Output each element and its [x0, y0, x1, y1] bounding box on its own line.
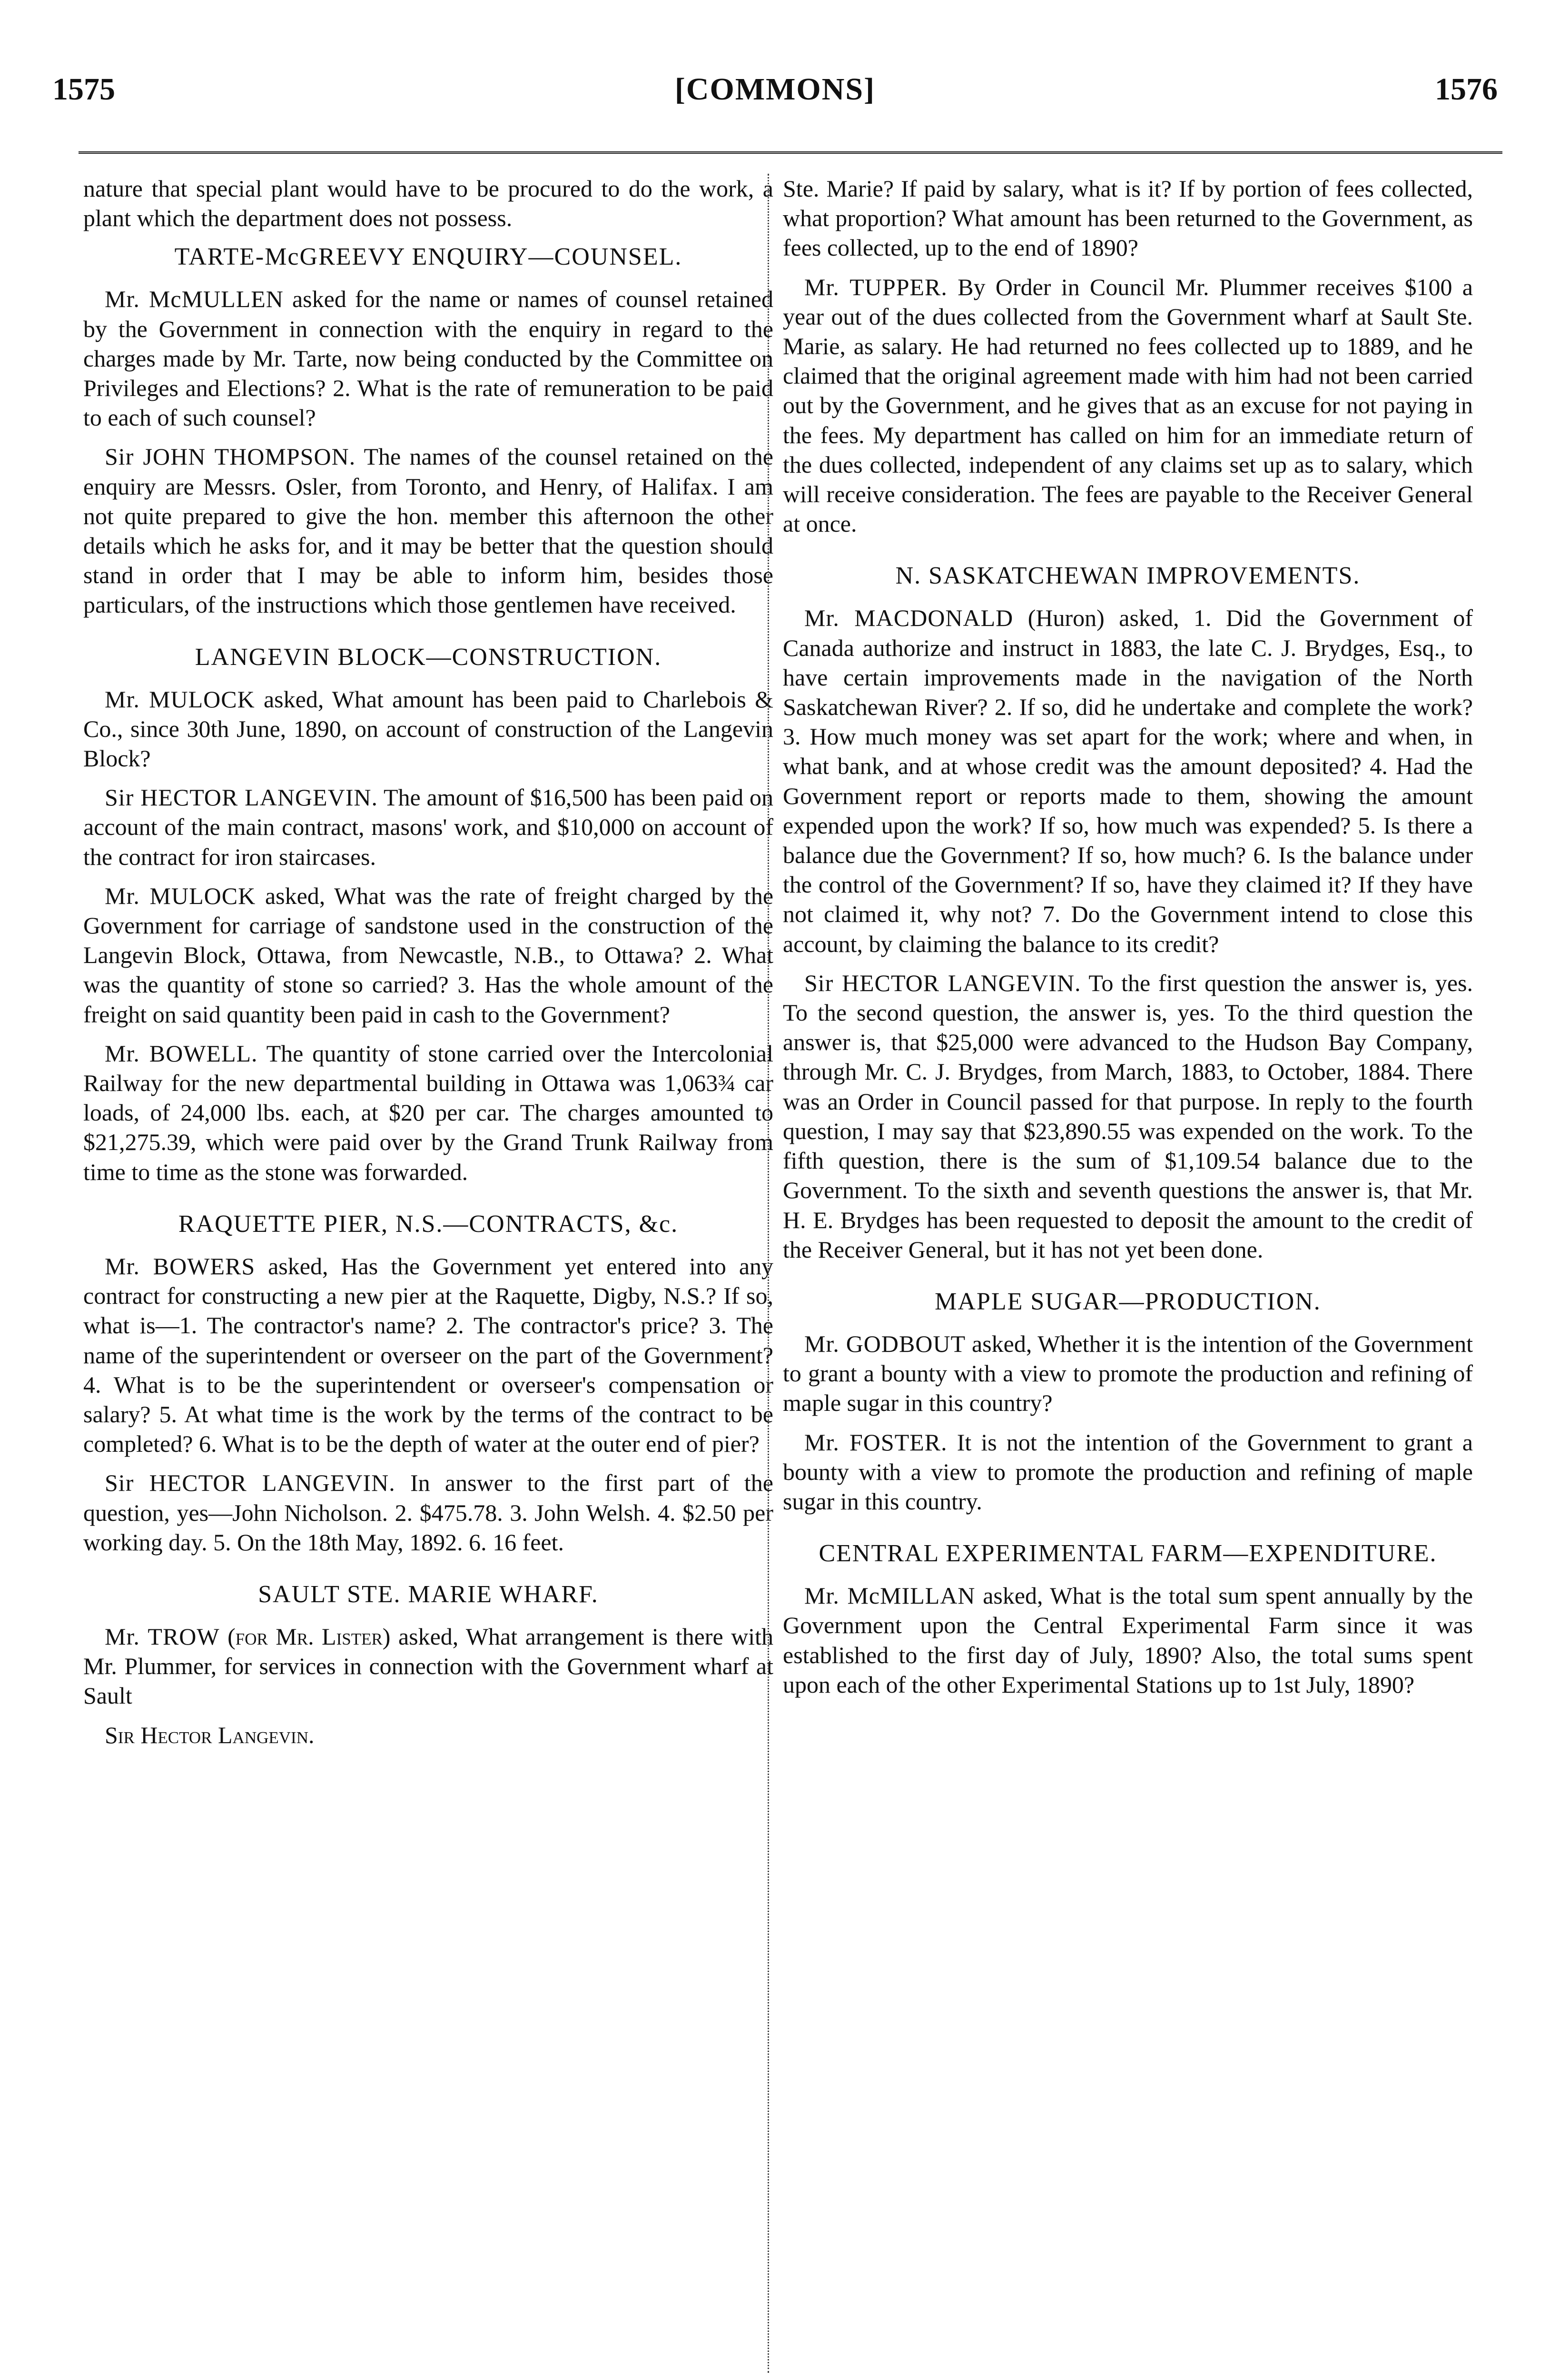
speech-text: In answer to the first part of the question, yes—John Nicholson. 2. $475.78. 3. John Welsh. 4. $2.50 per working day. 5. On the 18th May, 1892. 6. 16 feet. — [83, 1469, 773, 1556]
speech-text: asked, What arrangement is there with Mr. Plummer, for services in connection with the Government wharf at Sault — [83, 1623, 773, 1709]
speech-text: asked, What amount has been paid to Charlebois & Co., since 30th June, 1890, on account of construction of the Langevin Block? — [83, 685, 773, 772]
section-heading-saskatchewan: N. SASKATCHEWAN IMPROVEMENTS. — [895, 562, 1361, 590]
answer-paragraph — [783, 1428, 1473, 1517]
member-name: (for Mr. Lister) — [227, 1623, 391, 1650]
speaker-name: Sir HECTOR LANGEVIN. — [804, 969, 1081, 996]
question-paragraph — [783, 1581, 1473, 1699]
minister-signature: Sir Hector Langevin. — [105, 1721, 315, 1748]
section-heading-experimental-farm: CENTRAL EXPERIMENTAL FARM—EXPENDITURE. — [819, 1540, 1437, 1567]
section-heading-raquette-pier: RAQUETTE PIER, N.S.—CONTRACTS, &c. — [178, 1210, 679, 1238]
speaker-name: Mr. BOWERS — [105, 1252, 256, 1279]
question-paragraph — [83, 284, 773, 432]
continued-paragraph: nature that special plant would have to be procured to do the work, a plant which the department does not possess. — [83, 175, 773, 232]
speaker-name: Sir HECTOR LANGEVIN. — [105, 1469, 395, 1497]
answer-paragraph — [83, 1468, 773, 1557]
speech-text: To the first question the answer is, yes. To the second question, the answer is, yes. To the third question the answer is, that $25,000 were advanced to the Hudson Bay Company, through Mr. C. J. Brydges, from March, 1883, to October, 1884. There was an Order in Council passed for that purpose. In reply to the fourth question, I may say that $23,890.55 was expended on the work. To the fifth question, there is the sum of $1,109.54 balance due to the Government. To the sixth and seventh questions the answer is, that Mr. H. E. Brydges has been requested to deposit the amount to the credit of the Receiver General, but it has not yet been done. — [783, 969, 1473, 1263]
answer-paragraph — [83, 783, 773, 872]
section-heading-sault-ste-marie: SAULT STE. MARIE WHARF. — [258, 1580, 599, 1608]
speech-text: asked, What was the rate of freight charged by the Government for carriage of sandstone used in the construction of the Langevin Block, Ottawa, from Newcastle, N.B., to Ottawa? 2. What was the quantity of stone so carried? 3. Has the whole amount of the freight on said quantity been paid in cash to the Government? — [83, 882, 774, 1028]
column-divider — [768, 174, 769, 2373]
question-paragraph — [83, 881, 773, 1029]
speech-text: asked for the name or names of counsel retained by the Government in connection with the enquiry in regard to the charges made by Mr. Tarte, now being conducted by the Committee on Privileges and Elections? 2. What is the rate of remuneration to be paid to each of such counsel? — [83, 286, 773, 431]
speaker-name: Sir HECTOR LANGEVIN. — [105, 784, 378, 811]
speech-text: asked, What is the total sum spent annually by the Government upon the Central Experimental Farm since it was established to the first day of July, 1890? Also, the total sums spent upon each of the other Experimental Stations up to 1st July, 1890? — [783, 1582, 1473, 1698]
running-title: [COMMONS] — [674, 72, 876, 107]
question-paragraph — [83, 684, 773, 774]
right-column — [783, 174, 1473, 1709]
page-header — [52, 71, 1498, 129]
speaker-name: Mr. McMILLAN — [804, 1582, 976, 1609]
speaker-name: Mr. MULOCK — [105, 882, 256, 909]
section-heading-langevin-block: LANGEVIN BLOCK—CONSTRUCTION. — [195, 643, 662, 671]
left-page-number: 1575 — [52, 72, 115, 107]
speech-text: The amount of $16,500 has been paid on account of the main contract, masons' work, and $10,000 on account of the contract for iron staircases. — [83, 784, 773, 870]
speech-text: By Order in Council Mr. Plummer receives $100 a year out of the dues collected from the Government wharf at Sault Ste. Marie, as salary. He had returned no fees collected up to 1889, and he claimed that the original agreement made with him had not been carried out by the Government, and he gives that as an excuse for not paying in the fees. My department has called on him for an immediate return of the dues collected, independent of any claims set up as to salary, which will receive consideration. The fees are payable to the Receiver General at once. — [783, 273, 1473, 537]
speech-text: (Huron) asked, 1. Did the Government of Canada authorize and instruct in 1883, the late C. J. Brydges, Esq., to have certain improvements made in the navigation of the North Saskatchewan River? 2. If so, did he undertake and complete the work? 3. How much money was set apart for the work; where and when, in what bank, and at whose credit was the amount deposited? 4. Had the Government report or reports made to them, showing the amount expended upon the work? If so, how much was expended? 5. Is there a balance due the Government? If so, how much? 6. Is the balance under the control of the Government? If so, have they claimed it? If they have not claimed it, why not? 7. Do the Government intend to close this account, by claiming the balance to its credit? — [783, 605, 1473, 957]
speaker-name: Mr. FOSTER. — [804, 1428, 948, 1456]
answer-paragraph — [783, 272, 1473, 539]
speaker-name: Mr. TROW — [105, 1623, 220, 1650]
section-heading-maple-sugar: MAPLE SUGAR—PRODUCTION. — [935, 1288, 1321, 1315]
section-heading-tarte-mcgreevy: TARTE-McGREEVY ENQUIRY—COUNSEL. — [174, 243, 682, 271]
speaker-name: Mr. TUPPER. — [804, 273, 948, 300]
speaker-name: Mr. MULOCK — [105, 685, 255, 713]
speech-text: The quantity of stone carried over the Intercolonial Railway for the new departmental building in Ottawa was 1,063¾ car loads, of 24,000 lbs. each, at $20 per car. The charges amounted to $21,275.39, which were paid over by the Grand Trunk Railway from time to time as the stone was forwarded. — [83, 1040, 773, 1185]
speech-text: asked, Whether it is the intention of the Government to grant a bounty with a view to promote the production and refining of maple sugar in this country? — [783, 1330, 1473, 1417]
question-paragraph — [83, 1622, 773, 1711]
speaker-name: Mr. MACDONALD — [804, 605, 1014, 632]
speaker-name: Mr. McMULLEN — [105, 286, 284, 313]
question-paragraph — [783, 603, 1473, 958]
speech-text: It is not the intention of the Government to grant a bounty with a view to promote the production and refining of maple sugar in this country. — [783, 1428, 1473, 1515]
speaker-name: Mr. BOWELL. — [105, 1040, 258, 1067]
speech-text: The names of the counsel retained on the enquiry are Messrs. Osler, from Toronto, and Henry, of Halifax. I am not quite prepared to give the hon. member this afternoon the other details which he asks for, and it may be better that the question should stand in order that I may be able to inform him, besides those particulars, of the instructions which those gentlemen have received. — [83, 443, 773, 618]
speaker-name: Mr. GODBOUT — [804, 1330, 966, 1357]
question-paragraph — [83, 1251, 773, 1458]
header-rule — [79, 151, 1502, 154]
continued-paragraph: Ste. Marie? If paid by salary, what is it? If by portion of fees collected, what proportion? What amount has been returned to the Government, as fees collected, up to the end of 1890? — [783, 175, 1473, 261]
question-paragraph — [783, 1329, 1473, 1418]
answer-paragraph — [83, 442, 773, 619]
left-column — [83, 174, 773, 1759]
answer-paragraph — [83, 1039, 773, 1187]
speaker-name: Sir JOHN THOMPSON. — [105, 443, 356, 470]
speech-text: asked, Has the Government yet entered into any contract for constructing a new pier at the Raquette, Digby, N.S.? If so, what is—1. The contractor's name? 2. The contractor's price? 3. The name of the superintendent or overseer on the part of the Government? 4. What is to be the superintendent or overseer's compensation or salary? 5. At what time is the work by the terms of the contract to be completed? 6. What is to be the depth of water at the outer end of pier? — [83, 1252, 774, 1458]
right-page-number: 1576 — [1435, 72, 1498, 107]
answer-paragraph — [783, 968, 1473, 1264]
